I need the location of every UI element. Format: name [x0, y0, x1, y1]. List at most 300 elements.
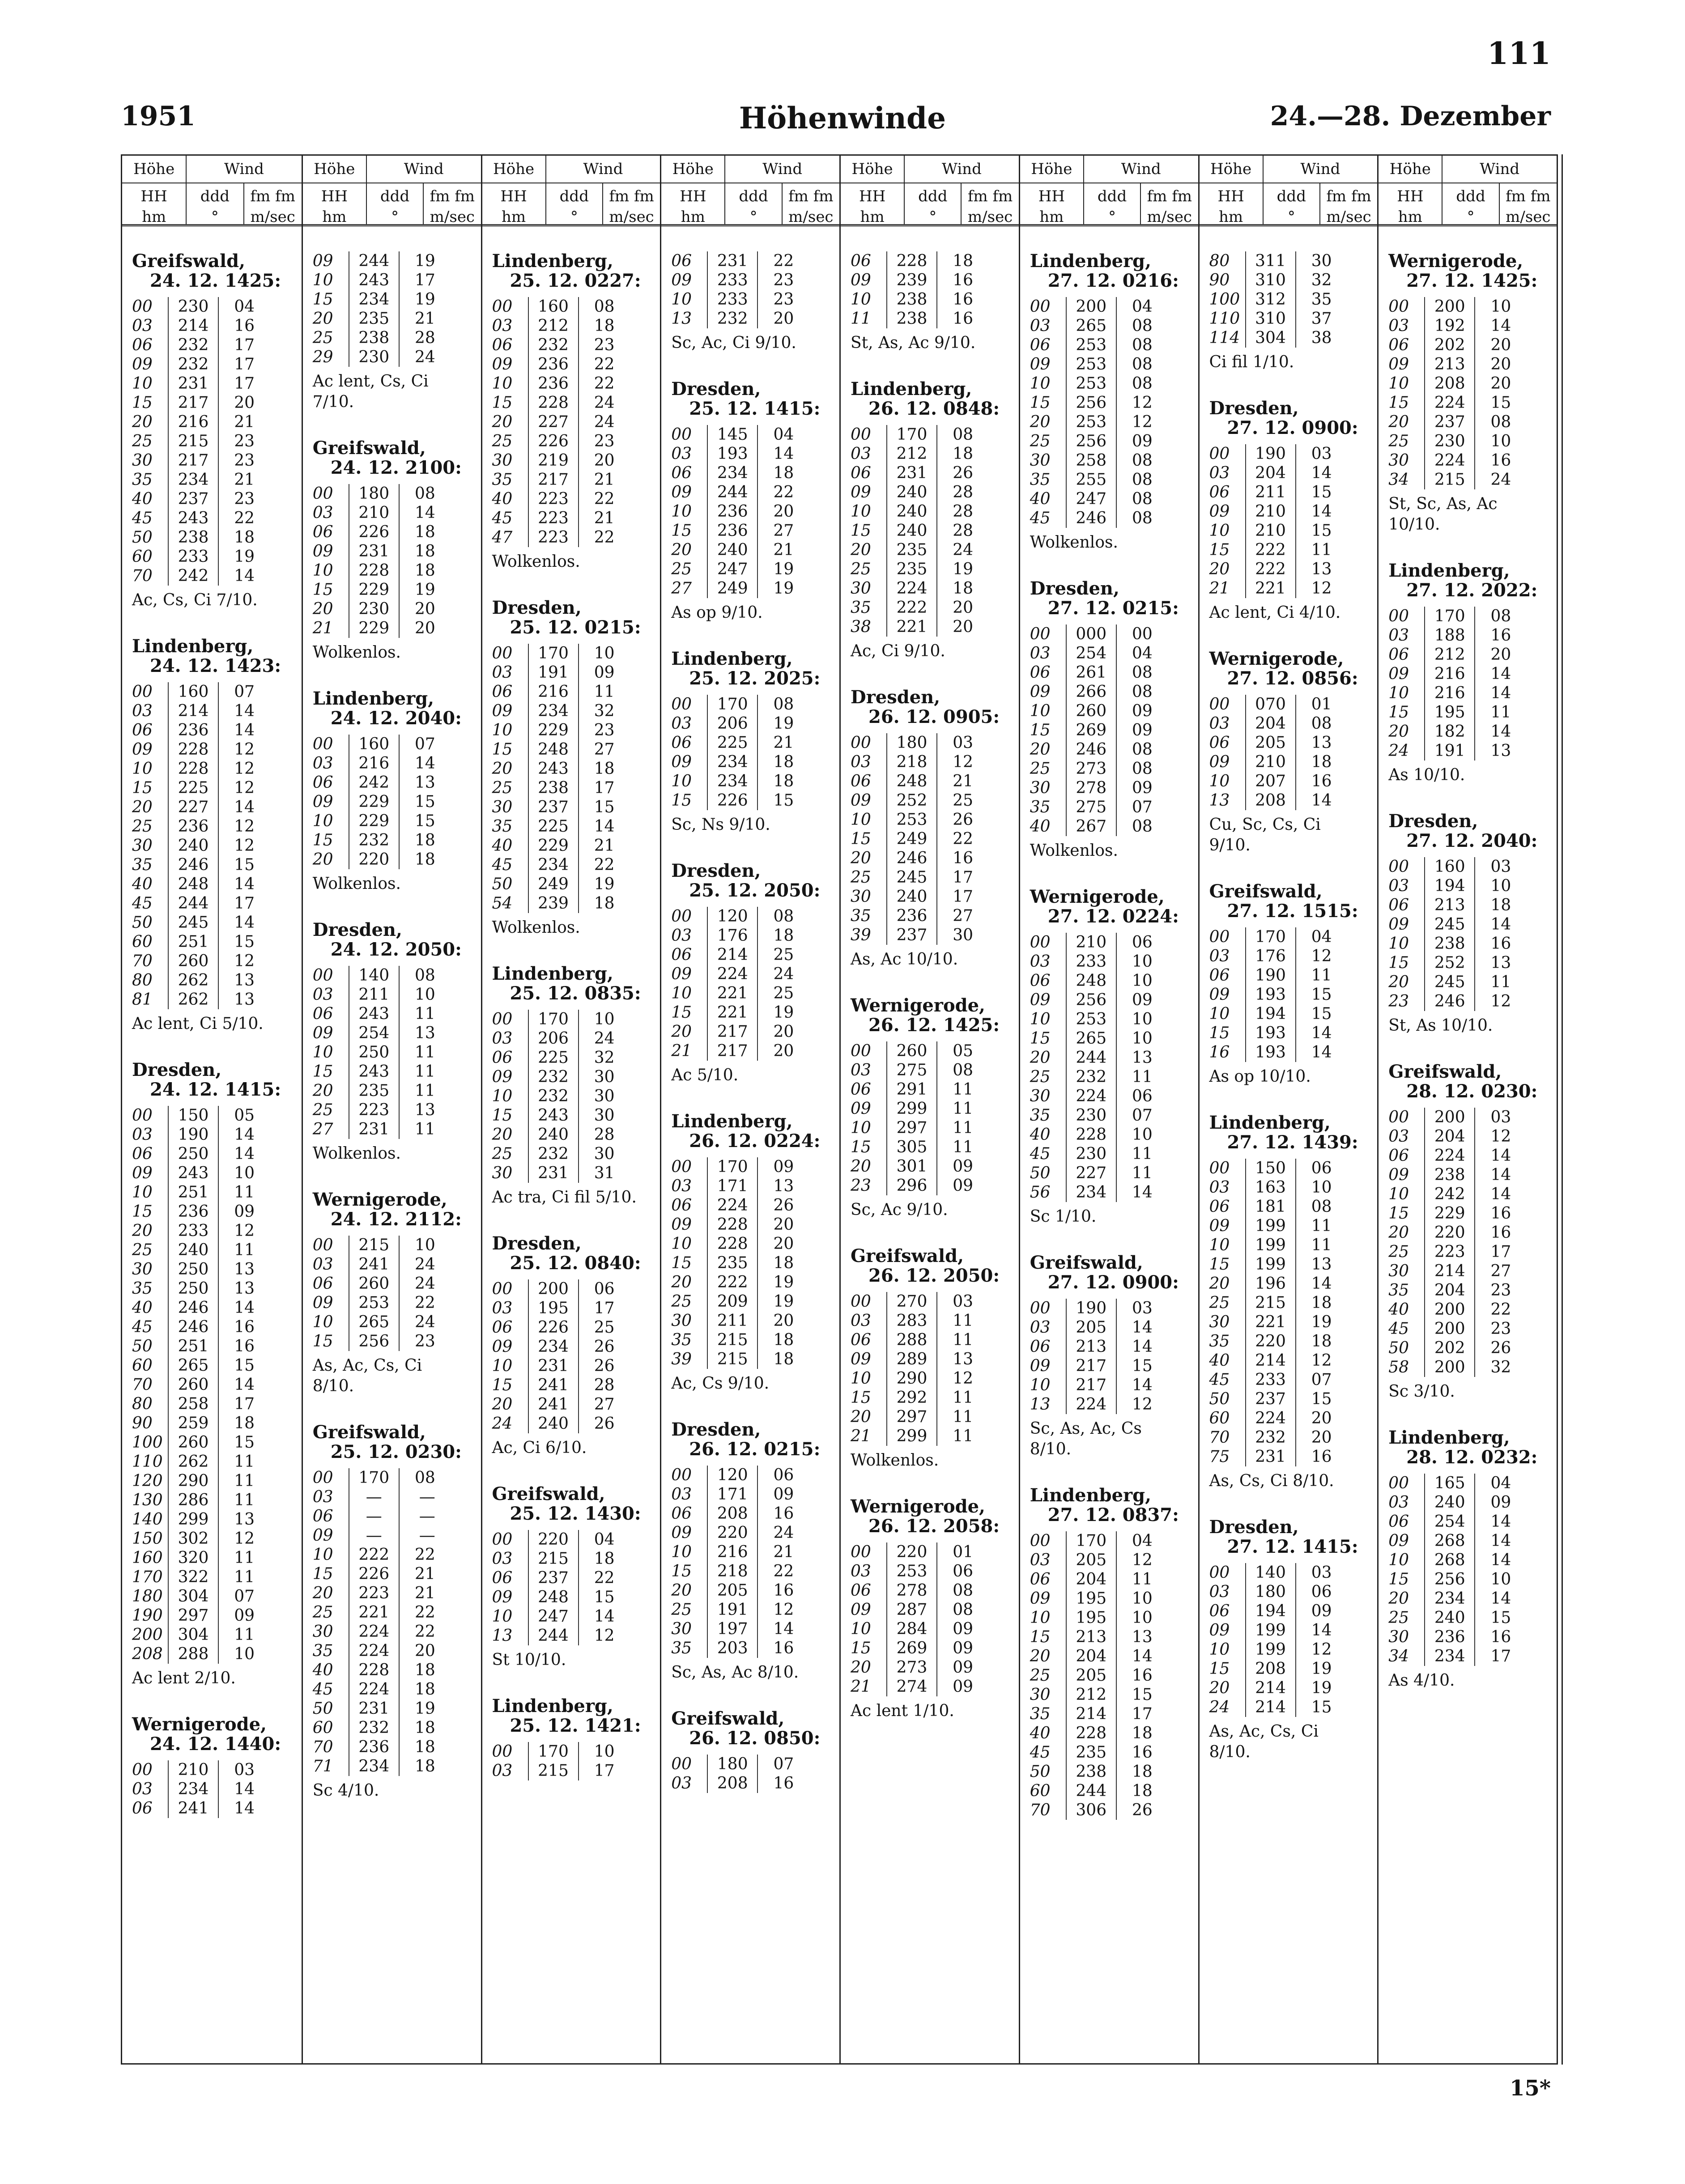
- height-value: 09: [1030, 1357, 1051, 1375]
- speed-value: 24: [594, 394, 615, 412]
- height-value: 50: [1388, 1339, 1409, 1357]
- height-value: 34: [1388, 1647, 1409, 1666]
- direction-value: 304: [168, 1625, 219, 1644]
- table-row: [1209, 966, 1374, 985]
- height-value: 30: [492, 1164, 513, 1182]
- direction-value: 182: [1424, 722, 1475, 741]
- direction-value: 222: [886, 598, 937, 617]
- height-value: 00: [671, 907, 692, 926]
- height-value: 00: [1030, 625, 1051, 643]
- table-row: [492, 1144, 657, 1164]
- header-unit-label: m/sec: [609, 208, 654, 226]
- direction-value: 232: [528, 336, 579, 355]
- height-value: 190: [132, 1606, 163, 1625]
- direction-value: 217: [707, 1041, 758, 1061]
- height-value: 20: [851, 1658, 871, 1677]
- table-row: [1209, 1698, 1374, 1717]
- table-row: [492, 412, 657, 432]
- table-row: [851, 425, 1015, 444]
- direction-value: 232: [349, 831, 400, 850]
- speed-value: 09: [953, 1157, 973, 1176]
- height-value: 03: [1209, 1178, 1230, 1197]
- table-row: [1209, 328, 1374, 348]
- speed-value: 11: [414, 1043, 435, 1062]
- height-value: 30: [492, 451, 513, 470]
- header-deg-label: °: [749, 208, 757, 226]
- table-row: [1388, 355, 1553, 374]
- height-value: 10: [312, 271, 333, 289]
- height-value: 15: [1388, 394, 1409, 412]
- speed-value: 22: [594, 856, 615, 874]
- speed-value: 08: [1132, 683, 1153, 701]
- footer-mark: 15*: [1510, 2076, 1551, 2101]
- speed-value: 15: [234, 1356, 255, 1375]
- direction-value: 243: [168, 1164, 219, 1183]
- direction-value: 241: [528, 1395, 579, 1414]
- height-value: 45: [1209, 1371, 1230, 1389]
- height-value: 20: [492, 413, 513, 431]
- header-wind: [187, 156, 301, 183]
- height-value: 15: [851, 1639, 871, 1657]
- table-row: [313, 1255, 477, 1274]
- speed-value: 22: [594, 528, 615, 547]
- table-row: [1030, 1010, 1195, 1029]
- height-value: 50: [492, 875, 513, 893]
- height-value: 25: [1388, 1609, 1409, 1627]
- speed-value: 14: [1132, 1318, 1153, 1337]
- table-row: [132, 701, 298, 721]
- table-row: [671, 1639, 836, 1658]
- height-value: 20: [851, 1157, 871, 1176]
- table-row: [671, 907, 836, 926]
- direction-value: 194: [1424, 876, 1475, 896]
- speed-value: 32: [594, 1049, 615, 1067]
- height-value: 50: [132, 528, 153, 547]
- direction-value: 216: [349, 754, 400, 773]
- table-row: [671, 1215, 836, 1234]
- header-hoehe: [1020, 156, 1084, 183]
- speed-value: 04: [1311, 928, 1332, 946]
- height-value: 25: [1030, 1068, 1051, 1086]
- speed-value: 14: [1132, 1338, 1153, 1356]
- direction-value: 204: [1245, 714, 1296, 733]
- direction-value: 234: [1424, 1589, 1475, 1608]
- table-row: [132, 316, 298, 336]
- height-value: 25: [312, 1603, 333, 1622]
- direction-value: 225: [707, 733, 758, 752]
- speed-value: 18: [773, 753, 794, 771]
- height-value: 20: [492, 1126, 513, 1144]
- height-value: 180: [132, 1587, 163, 1606]
- speed-value: 17: [234, 336, 255, 354]
- direction-value: 000: [1066, 625, 1117, 644]
- height-value: 10: [671, 984, 692, 1003]
- height-value: 09: [851, 1350, 871, 1368]
- direction-value: 224: [707, 965, 758, 984]
- direction-value: 232: [528, 1144, 579, 1164]
- direction-value: 243: [349, 271, 400, 290]
- direction-value: 180: [349, 484, 400, 503]
- direction-value: 233: [707, 271, 758, 290]
- table-row: [671, 1485, 836, 1504]
- direction-value: 200: [528, 1279, 579, 1299]
- speed-value: 14: [1311, 1024, 1332, 1042]
- height-value: 45: [1388, 1320, 1409, 1338]
- speed-value: 10: [1132, 1609, 1153, 1627]
- table-row: [851, 1542, 1015, 1562]
- height-value: 20: [671, 1023, 692, 1041]
- speed-value: 12: [1311, 579, 1332, 598]
- table-row: [1030, 971, 1195, 990]
- speed-value: 14: [234, 914, 255, 932]
- table-row: [492, 489, 657, 509]
- cloud-note: Wolkenlos.: [312, 1144, 401, 1163]
- header-hoehe-label: Höhe: [314, 160, 355, 178]
- speed-value: 15: [414, 812, 435, 830]
- table-row: [313, 1487, 477, 1507]
- table-row: [1388, 857, 1553, 876]
- table-row: [313, 792, 477, 812]
- direction-value: 244: [1066, 1048, 1117, 1067]
- direction-value: 251: [168, 1183, 219, 1202]
- station-block: [851, 251, 1015, 353]
- table-row: [1388, 1242, 1553, 1262]
- height-value: 45: [312, 1680, 333, 1699]
- height-value: 00: [1030, 1299, 1051, 1317]
- table-row: [313, 309, 477, 328]
- speed-value: 14: [1311, 502, 1332, 521]
- speed-value: 08: [953, 1581, 973, 1600]
- cloud-note: Ac lent, Ci 4/10.: [1209, 603, 1341, 622]
- height-value: 09: [132, 355, 153, 374]
- height-value: 09: [1388, 1166, 1409, 1184]
- direction-value: 260: [168, 1433, 219, 1452]
- height-value: 06: [851, 1581, 871, 1600]
- station-block: [671, 1420, 836, 1683]
- table-row: [132, 778, 298, 798]
- table-row: [851, 463, 1015, 483]
- table-column: [122, 156, 302, 2063]
- table-row: [313, 1738, 477, 1757]
- speed-value: 22: [594, 374, 615, 393]
- speed-value: 19: [773, 1003, 794, 1022]
- cloud-note: Ac lent 1/10.: [851, 1702, 954, 1720]
- height-value: 06: [1030, 336, 1051, 354]
- table-row: [132, 1279, 298, 1298]
- height-value: 29: [312, 348, 333, 366]
- height-value: 10: [492, 1357, 513, 1375]
- height-value: 00: [492, 1010, 513, 1028]
- header-hm-label: hm: [860, 208, 885, 226]
- height-value: 25: [671, 1601, 692, 1619]
- header-row-units: [303, 183, 481, 225]
- table-row: [1030, 1164, 1195, 1183]
- direction-value: 199: [1245, 1255, 1296, 1274]
- direction-value: 240: [1424, 1608, 1475, 1627]
- table-row: [851, 868, 1015, 887]
- height-value: 06: [851, 464, 871, 482]
- station-block: [132, 1060, 298, 1689]
- speed-value: 22: [414, 1603, 435, 1622]
- table-row: [851, 290, 1015, 309]
- height-value: 00: [1030, 297, 1051, 316]
- direction-value: 247: [1066, 489, 1117, 509]
- speed-value: 14: [594, 817, 615, 836]
- height-value: 15: [132, 1202, 153, 1221]
- table-row: [1209, 560, 1374, 579]
- direction-value: 240: [707, 540, 758, 560]
- direction-value: 195: [1066, 1608, 1117, 1627]
- table-row: [1209, 1428, 1374, 1447]
- direction-value: 221: [1245, 1313, 1296, 1332]
- speed-value: 12: [1132, 394, 1153, 412]
- station-name: Lindenberg,: [671, 648, 793, 669]
- direction-value: 253: [1066, 336, 1117, 355]
- height-value: 10: [851, 811, 871, 829]
- station-time: 26. 12. 1425:: [868, 1015, 1000, 1036]
- table-row: [1030, 1029, 1195, 1048]
- direction-value: 199: [1245, 1236, 1296, 1255]
- table-row: [1030, 1781, 1195, 1801]
- header-ddd-label: ddd: [1097, 187, 1127, 205]
- table-row: [1388, 1108, 1553, 1127]
- height-value: 15: [312, 1565, 333, 1583]
- direction-value: 260: [886, 1041, 937, 1061]
- header-row-units: [1020, 183, 1198, 225]
- table-row: [492, 1742, 657, 1761]
- direction-value: 204: [1245, 463, 1296, 483]
- height-value: 06: [312, 1275, 333, 1293]
- table-row: [132, 875, 298, 894]
- table-row: [132, 836, 298, 855]
- direction-value: 251: [168, 1337, 219, 1356]
- speed-value: 20: [414, 600, 435, 618]
- table-row: [1030, 336, 1195, 355]
- speed-value: 11: [414, 1005, 435, 1023]
- station-block: [671, 861, 836, 1086]
- table-row: [132, 817, 298, 836]
- table-row: [132, 1548, 298, 1568]
- speed-value: 14: [773, 1620, 794, 1638]
- table-row: [671, 1003, 836, 1022]
- header-fm-label: fm fm: [788, 187, 834, 205]
- height-value: 40: [492, 837, 513, 855]
- speed-value: 20: [773, 310, 794, 328]
- direction-value: 180: [1245, 1582, 1296, 1602]
- direction-value: 236: [349, 1738, 400, 1757]
- height-value: 90: [132, 1414, 153, 1432]
- header-ddd: [546, 183, 603, 225]
- header-fm: [1500, 183, 1557, 225]
- direction-value: 232: [1245, 1428, 1296, 1447]
- table-row: [1209, 1659, 1374, 1678]
- speed-value: 18: [414, 1738, 435, 1756]
- height-value: 06: [1030, 972, 1051, 990]
- height-value: 15: [132, 394, 153, 412]
- cloud-note: Sc, Ac, Ci 9/10.: [671, 334, 796, 352]
- table-row: [851, 829, 1015, 849]
- height-value: 09: [851, 1601, 871, 1619]
- table-row: [1209, 1389, 1374, 1409]
- height-value: 60: [132, 548, 153, 566]
- speed-value: 04: [1132, 297, 1153, 316]
- direction-value: 254: [1424, 1512, 1475, 1531]
- table-row: [851, 1080, 1015, 1099]
- speed-value: 14: [234, 1376, 255, 1394]
- table-row: [1209, 521, 1374, 540]
- speed-value: 09: [1311, 1602, 1332, 1620]
- station-time: 27. 12. 0224:: [1047, 906, 1179, 927]
- speed-value: 23: [594, 721, 615, 739]
- direction-value: 210: [349, 503, 400, 523]
- height-value: 00: [1388, 1474, 1409, 1492]
- height-value: 03: [1209, 714, 1230, 733]
- height-value: 10: [132, 1183, 153, 1202]
- height-value: 30: [1030, 1087, 1051, 1105]
- header-ddd-label: ddd: [1277, 187, 1306, 205]
- height-value: 30: [132, 1260, 153, 1279]
- direction-value: 150: [168, 1106, 219, 1125]
- height-value: 03: [1388, 1127, 1409, 1146]
- height-value: 20: [312, 600, 333, 618]
- direction-value: 288: [168, 1644, 219, 1664]
- header-ddd: [905, 183, 962, 225]
- direction-value: 274: [886, 1677, 937, 1696]
- speed-value: 05: [234, 1106, 255, 1125]
- height-value: 20: [1030, 1647, 1051, 1666]
- speed-value: 15: [1490, 1609, 1511, 1627]
- direction-value: 229: [349, 812, 400, 831]
- direction-value: 273: [886, 1658, 937, 1677]
- header-ddd: [1264, 183, 1320, 225]
- height-value: 40: [1030, 490, 1051, 508]
- height-value: 00: [671, 425, 692, 444]
- table-row: [313, 619, 477, 638]
- table-row: [313, 735, 477, 754]
- height-value: 00: [1388, 297, 1409, 316]
- height-value: 09: [492, 355, 513, 374]
- speed-value: 08: [953, 1601, 973, 1619]
- speed-value: 03: [1311, 1564, 1332, 1582]
- table-row: [132, 528, 298, 547]
- height-value: 25: [851, 868, 871, 887]
- table-row: [1209, 1370, 1374, 1389]
- header-ddd-label: ddd: [380, 187, 410, 205]
- station-block: [1209, 1517, 1374, 1763]
- speed-value: 11: [594, 683, 615, 701]
- speed-value: 20: [953, 618, 973, 636]
- table-row: [1030, 1627, 1195, 1647]
- direction-value: 160: [528, 297, 579, 316]
- table-row: [313, 1622, 477, 1641]
- table-row: [313, 1718, 477, 1738]
- table-row: [132, 1606, 298, 1625]
- table-row: [492, 1318, 657, 1337]
- direction-value: 301: [886, 1157, 937, 1176]
- height-value: 10: [671, 772, 692, 790]
- height-value: 09: [671, 965, 692, 983]
- cloud-note: As op 9/10.: [671, 603, 763, 622]
- table-row: [1030, 740, 1195, 759]
- speed-value: 23: [1490, 1281, 1511, 1300]
- header-hoehe-label: Höhe: [133, 160, 175, 178]
- cloud-note: Ci fil 1/10.: [1209, 353, 1294, 371]
- height-value: 21: [312, 619, 333, 637]
- table-row: [1388, 664, 1553, 684]
- table-row: [671, 695, 836, 714]
- table-row: [1388, 607, 1553, 626]
- table-row: [1030, 1531, 1195, 1551]
- speed-value: 11: [414, 1062, 435, 1081]
- direction-value: 232: [528, 1087, 579, 1106]
- height-value: 15: [851, 1389, 871, 1407]
- cloud-note: Wolkenlos.: [492, 918, 580, 937]
- direction-value: —: [349, 1487, 400, 1507]
- direction-value: 210: [1245, 521, 1296, 540]
- height-value: 15: [492, 1376, 513, 1394]
- table-row: [671, 1350, 836, 1369]
- direction-value: 236: [168, 817, 219, 836]
- speed-value: 09: [953, 1620, 973, 1638]
- table-row: [1388, 1512, 1553, 1531]
- speed-value: 04: [773, 425, 794, 444]
- speed-value: 20: [773, 1215, 794, 1234]
- table-row: [132, 1125, 298, 1144]
- table-row: [313, 580, 477, 599]
- speed-value: 12: [234, 779, 255, 797]
- height-value: 25: [132, 817, 153, 836]
- direction-value: 254: [349, 1024, 400, 1043]
- speed-value: 18: [953, 445, 973, 463]
- direction-value: 228: [349, 561, 400, 580]
- height-value: 03: [492, 1762, 513, 1780]
- direction-value: 236: [168, 721, 219, 740]
- table-row: [492, 1588, 657, 1607]
- speed-value: 03: [953, 1292, 973, 1311]
- table-row: [132, 1241, 298, 1260]
- station-block: [671, 649, 836, 835]
- table-row: [313, 850, 477, 869]
- table-row: [851, 1427, 1015, 1446]
- station-name: Lindenberg,: [851, 378, 972, 399]
- direction-value: 238: [1424, 1165, 1475, 1185]
- speed-value: 19: [953, 560, 973, 578]
- height-value: 06: [1030, 663, 1051, 682]
- height-value: 25: [492, 1145, 513, 1163]
- speed-value: 32: [1490, 1358, 1511, 1377]
- direction-value: 240: [886, 502, 937, 521]
- direction-value: 235: [349, 1081, 400, 1100]
- table-row: [1030, 1376, 1195, 1395]
- table-row: [1388, 1262, 1553, 1281]
- table-row: [671, 425, 836, 444]
- height-value: 20: [1388, 722, 1409, 741]
- height-value: 20: [312, 1584, 333, 1602]
- speed-value: 24: [414, 1275, 435, 1293]
- table-row: [132, 1644, 298, 1664]
- direction-value: 206: [528, 1029, 579, 1048]
- station-name: Greifswald,: [132, 251, 246, 272]
- table-row: [1388, 1185, 1553, 1204]
- height-value: 00: [1209, 928, 1230, 946]
- speed-value: 12: [1490, 1127, 1511, 1146]
- height-value: 03: [671, 445, 692, 463]
- height-value: 03: [132, 1126, 153, 1144]
- station-time: 24. 12. 2112:: [330, 1209, 462, 1230]
- table-row: [1030, 701, 1195, 721]
- table-row: [671, 560, 836, 579]
- height-value: 00: [132, 1761, 153, 1779]
